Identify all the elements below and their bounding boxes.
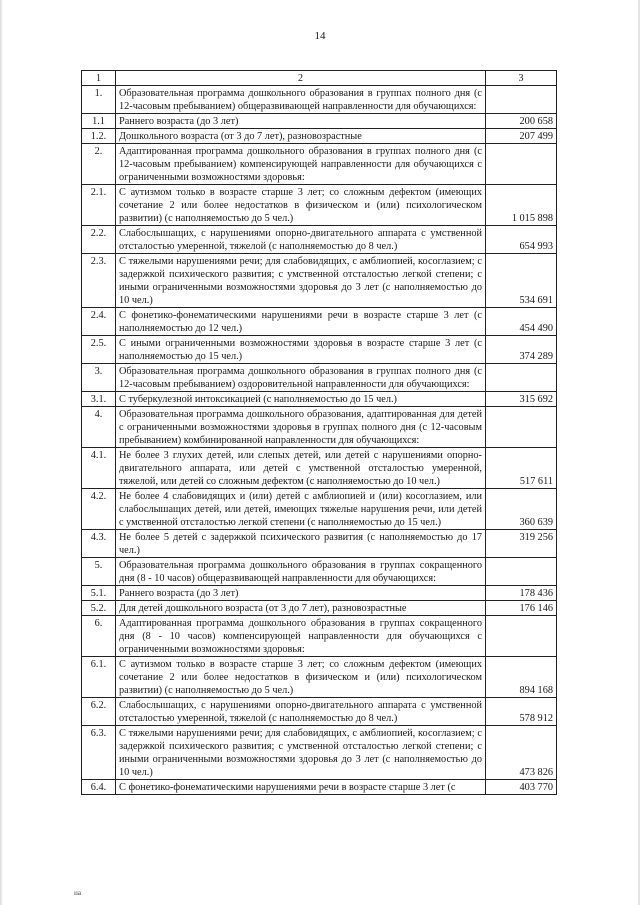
- table-row: [82, 489, 557, 530]
- table-body: [82, 86, 557, 795]
- table-row: [82, 392, 557, 407]
- header-col-2: 2: [116, 71, 486, 86]
- row-value: [486, 558, 557, 586]
- table-row: [82, 530, 557, 558]
- table-row: [82, 144, 557, 185]
- table-row: [82, 185, 557, 226]
- row-value: [486, 616, 557, 657]
- table-row: [82, 114, 557, 129]
- row-description: Раннего возраста (до 3 лет): [116, 114, 486, 129]
- table-row: [82, 86, 557, 114]
- row-description: Слабослышащих, с нарушениями опорно-двигательного аппарата с умственной отсталостью умеренной, тяжелой (с наполняемостью до 8 чел.): [116, 698, 486, 726]
- row-number: 4.1.: [82, 448, 116, 489]
- table-row: [82, 601, 557, 616]
- row-description: Для детей дошкольного возраста (от 3 до 7 лет), разновозрастные: [116, 601, 486, 616]
- table-row: [82, 226, 557, 254]
- row-value: 360 639: [486, 489, 557, 530]
- row-value: 473 826: [486, 726, 557, 780]
- row-description: Образовательная программа дошкольного образования в группах полного дня (с 12-часовым пребыванием) общеразвивающей направленности для обучающихся:: [116, 86, 486, 114]
- table-row: [82, 780, 557, 795]
- row-number: 4.2.: [82, 489, 116, 530]
- table-row: [82, 726, 557, 780]
- row-description: С тяжелыми нарушениями речи; для слабовидящих, с амблиопией, косоглазием; с задержкой психического развития; с умственной отсталостью легкой степени; с иными ограниченными возможностями здоровья до 3 лет (с наполняемостью до 10 чел.): [116, 254, 486, 308]
- page-number: 14: [314, 30, 326, 42]
- row-number: 3.: [82, 364, 116, 392]
- row-description: Не более 3 глухих детей, или слепых детей, или детей с нарушениями опорно-двигательного аппарата, или детей с умственной отсталостью умеренной, тяжелой, или детей со сложным дефектом (с наполняемостью до 10 чел.): [116, 448, 486, 489]
- row-number: 3.1.: [82, 392, 116, 407]
- row-value: 894 168: [486, 657, 557, 698]
- row-description: Образовательная программа дошкольного образования, адаптированная для детей с ограниченными возможностями здоровья в группах полного дня (с 12-часовым пребыванием) комбинированной направленности для обучающихся:: [116, 407, 486, 448]
- row-value: 578 912: [486, 698, 557, 726]
- row-value: [486, 144, 557, 185]
- row-description: С фонетико-фонематическими нарушениями речи в возрасте старше 3 лет (с наполняемостью до 12 чел.): [116, 308, 486, 336]
- row-number: 6.1.: [82, 657, 116, 698]
- row-number: 5.1.: [82, 586, 116, 601]
- row-description: Образовательная программа дошкольного образования в группах сокращенного дня (8 - 10 часов) общеразвивающей направленности для обучающихся:: [116, 558, 486, 586]
- row-number: 2.5.: [82, 336, 116, 364]
- row-number: 4.3.: [82, 530, 116, 558]
- table-row: [82, 364, 557, 392]
- row-number: 2.: [82, 144, 116, 185]
- row-number: 6.2.: [82, 698, 116, 726]
- row-value: 654 993: [486, 226, 557, 254]
- row-description: Адаптированная программа дошкольного образования в группах сокращенного дня (8 - 10 часов) компенсирующей направленности для обучающихся с ограниченными возможностями здоровья:: [116, 616, 486, 657]
- table-header-row: [82, 71, 557, 86]
- table-row: [82, 657, 557, 698]
- row-description: Раннего возраста (до 3 лет): [116, 586, 486, 601]
- row-value: [486, 364, 557, 392]
- row-number: 2.2.: [82, 226, 116, 254]
- table-row: [82, 254, 557, 308]
- row-description: С туберкулезной интоксикацией (с наполняемостью до 15 чел.): [116, 392, 486, 407]
- footer-mark: ııa: [74, 889, 81, 897]
- table-row: [82, 586, 557, 601]
- row-description: Дошкольного возраста (от 3 до 7 лет), разновозрастные: [116, 129, 486, 144]
- row-number: 6.3.: [82, 726, 116, 780]
- table-row: [82, 448, 557, 489]
- row-value: 534 691: [486, 254, 557, 308]
- row-description: Не более 5 детей с задержкой психического развития (с наполняемостью до 17 чел.): [116, 530, 486, 558]
- row-value: 1 015 898: [486, 185, 557, 226]
- row-value: 517 611: [486, 448, 557, 489]
- row-value: 403 770: [486, 780, 557, 795]
- row-description: С тяжелыми нарушениями речи; для слабовидящих, с амблиопией, косоглазием; с задержкой психического развития; с умственной отсталостью легкой степени; с иными ограниченными возможностями здоровья до 3 лет (с наполняемостью до 10 чел.): [116, 726, 486, 780]
- row-description: Адаптированная программа дошкольного образования в группах полного дня (с 12-часовым пребыванием) компенсирующей направленности для обучающихся с ограниченными возможностями здоровья:: [116, 144, 486, 185]
- row-description: С иными ограниченными возможностями здоровья в возрасте старше 3 лет (с наполняемостью до 15 чел.): [116, 336, 486, 364]
- row-value: [486, 407, 557, 448]
- row-number: 6.: [82, 616, 116, 657]
- row-number: 1.: [82, 86, 116, 114]
- row-number: 5.: [82, 558, 116, 586]
- row-value: 176 146: [486, 601, 557, 616]
- row-value: 207 499: [486, 129, 557, 144]
- row-number: 5.2.: [82, 601, 116, 616]
- row-number: 1.2.: [82, 129, 116, 144]
- row-value: 200 658: [486, 114, 557, 129]
- row-number: 2.1.: [82, 185, 116, 226]
- header-col-1: 1: [82, 71, 116, 86]
- table-row: [82, 616, 557, 657]
- table-row: [82, 698, 557, 726]
- row-number: 2.3.: [82, 254, 116, 308]
- row-value: 178 436: [486, 586, 557, 601]
- header-col-3: 3: [486, 71, 557, 86]
- table-row: [82, 308, 557, 336]
- row-number: 4.: [82, 407, 116, 448]
- row-value: 315 692: [486, 392, 557, 407]
- table-row: [82, 129, 557, 144]
- table-row: [82, 558, 557, 586]
- scan-edge-left: [0, 0, 3, 905]
- row-value: 454 490: [486, 308, 557, 336]
- row-number: 2.4.: [82, 308, 116, 336]
- table-row: [82, 336, 557, 364]
- row-number: 1.1: [82, 114, 116, 129]
- row-description: Образовательная программа дошкольного образования в группах полного дня (с 12-часовым пребыванием) оздоровительной направленности для обучающихся:: [116, 364, 486, 392]
- row-value: 319 256: [486, 530, 557, 558]
- row-description: С аутизмом только в возрасте старше 3 лет; со сложным дефектом (имеющих сочетание 2 или более недостатков в физическом и (или) психологическом развитии) (с наполняемостью до 5 чел.): [116, 185, 486, 226]
- row-description: Не более 4 слабовидящих и (или) детей с амблиопией и (или) косоглазием, или слабослышащих детей, или детей, имеющих тяжелые нарушения речи, или детей с умственной отсталостью легкой степени (с наполняемостью до 15 чел.): [116, 489, 486, 530]
- row-description: С аутизмом только в возрасте старше 3 лет; со сложным дефектом (имеющих сочетание 2 или более недостатков в физическом и (или) психологическом развитии) (с наполняемостью до 5 чел.): [116, 657, 486, 698]
- row-value: 374 289: [486, 336, 557, 364]
- row-value: [486, 86, 557, 114]
- table-row: [82, 407, 557, 448]
- row-number: 6.4.: [82, 780, 116, 795]
- row-description: С фонетико-фонематическими нарушениями речи в возрасте старше 3 лет (с: [116, 780, 486, 795]
- row-description: Слабослышащих, с нарушениями опорно-двигательного аппарата с умственной отсталостью умеренной, тяжелой (с наполняемостью до 8 чел.): [116, 226, 486, 254]
- tariff-table: [81, 70, 557, 795]
